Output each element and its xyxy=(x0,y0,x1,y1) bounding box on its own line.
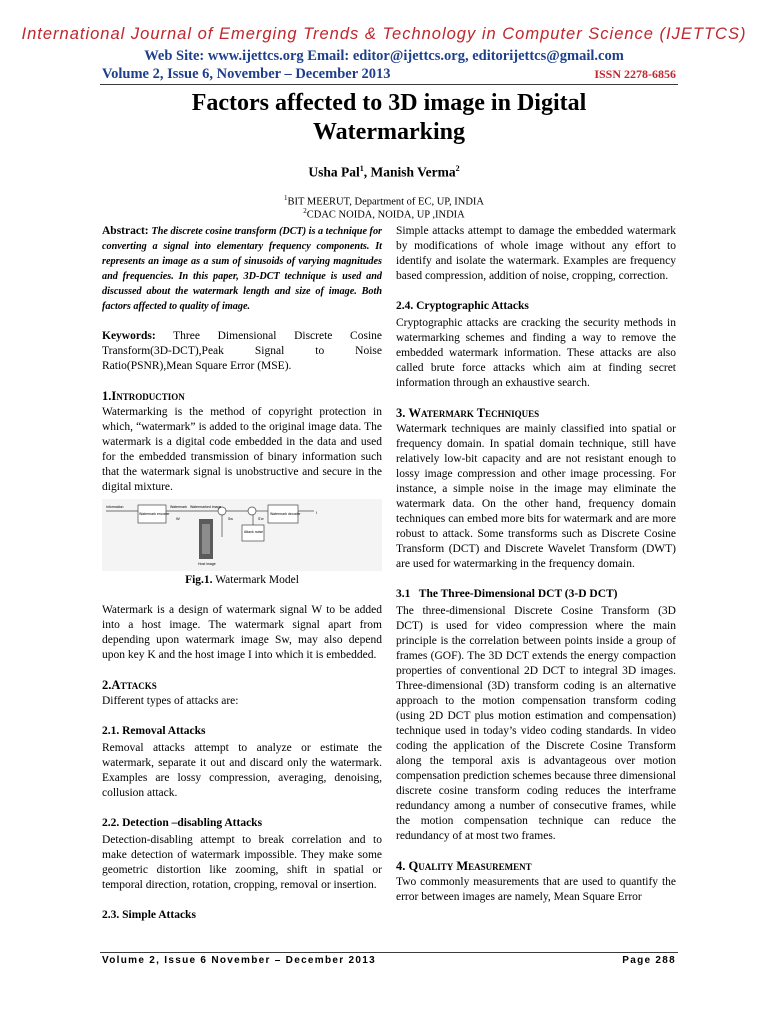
author-1: Usha Pal xyxy=(308,164,360,180)
adder-2 xyxy=(248,507,256,515)
volume-issue: Volume 2, Issue 6, November – December 2013 xyxy=(102,66,391,82)
footer xyxy=(102,955,676,966)
journal-title: International Journal of Emerging Trends & Technology in Computer Science (IJETTCS) xyxy=(21,25,747,43)
label-sw: Sw xyxy=(228,517,233,521)
section-number: 4. xyxy=(396,859,406,873)
journal-website-line: Web Site: www.ijettcs.org Email: editor@ijettcs.org, editorijettcs@gmail.com xyxy=(144,48,624,64)
attacks-intro: Different types of attacks are: xyxy=(102,695,239,707)
right-column xyxy=(396,224,676,905)
figure-watermark-model xyxy=(102,499,382,571)
subsection-heading-cryptographic: 2.4. Cryptographic Attacks xyxy=(396,300,529,312)
section-heading-quality-measurement xyxy=(396,859,676,874)
quality-measurement-paragraph: Two commonly measurements that are used to quantify the error between images are namely, Mean Square Error xyxy=(396,876,676,903)
paper-title-line-2: Watermarking xyxy=(313,119,465,145)
section-heading-attacks xyxy=(102,678,382,693)
watermark-model-diagram xyxy=(102,499,382,571)
section-title: Introduction xyxy=(111,389,185,403)
figure-caption-text: Watermark Model xyxy=(212,574,299,586)
detection-attacks-paragraph: Detection-disabling attempt to break correlation and to make detection of watermark impossible. They make some geometric distortion like zooming, shift in spatial or temporal direction, rotation, cropping, removal or insertion. xyxy=(102,834,382,891)
paper-title-line-1: Factors affected to 3D image in Digital xyxy=(191,90,587,116)
affiliation-2-sup: 2 xyxy=(303,207,307,215)
affiliation-1-sup: 1 xyxy=(284,194,288,202)
subsection-heading-removal: 2.1. Removal Attacks xyxy=(102,725,206,737)
affiliation-2-text: CDAC NOIDA, NOIDA, UP ,INDIA xyxy=(306,209,465,221)
footer-volume: Volume 2, Issue 6 November – December 2013 xyxy=(102,955,376,966)
footer-rule xyxy=(100,952,678,953)
paper-title xyxy=(100,89,678,147)
subsection-heading-3d-dct: 3.1 The Three-Dimensional DCT (3-D DCT) xyxy=(396,588,618,600)
author-separator: , xyxy=(363,164,371,180)
subsection-heading-detection: 2.2. Detection –disabling Attacks xyxy=(102,817,263,829)
section-number: 1. xyxy=(102,389,112,403)
section-title: Watermark Techniques xyxy=(408,406,540,420)
header-rule xyxy=(100,84,678,85)
abstract-text: The discrete cosine transform (DCT) is a technique for converting a signal into elementary frequency components. It represents an image as a sum of sinusoids of varying magnitudes and frequencies. In this paper, 3D-DCT technique is used and discussed about the watermark length and size of image. Both factors affected to quality of image. xyxy=(102,226,383,312)
figure-caption xyxy=(102,573,382,588)
subsection-heading-simple: 2.3. Simple Attacks xyxy=(102,909,196,921)
section-title: Quality Measurement xyxy=(408,859,532,873)
affiliation-2 xyxy=(0,207,768,221)
cryptographic-attacks-paragraph: Cryptographic attacks are cracking the security methods in watermarking schemes and finding a way to remove the embedded watermark information. These attacks are also called brute force attacks which aim at finding secret information through an exhaustive search. xyxy=(396,317,676,389)
3d-dct-paragraph: The three-dimensional Discrete Cosine Transform (3D DCT) is used for video compression where the main principle is the correlation between points inside a group of frames (GOF). The 3D DCT extends the energy compaction properties of conventional 2D DCT to integral 3D images. Three-dimensional (3D) transform coding is an alternative approach to the motion compensation transform coding (using 2D DCT plus motion estimation and compensation) technique used in today’s video coding standards. In video coding the application of the Discrete Cosine Transform along the temporal axis is advantageous over motion compensation prediction schemes because three dimensional discrete cosine transform coding reduces the interframe redundancy among a number of consecutive frames, while the motion compensation technique can reduce the redundancy of at most two frames. xyxy=(396,605,676,842)
section-heading-watermark-techniques xyxy=(396,406,676,421)
label-watermark: Watermark xyxy=(170,505,187,509)
watermark-design-paragraph: Watermark is a design of watermark signal W to be added into a host image. The watermark signal apart from depending upon watermark image Sw, may also depend upon key K and the host image I into which it is embedded. xyxy=(102,604,382,661)
section-heading-introduction xyxy=(102,389,382,404)
label-i: I xyxy=(316,510,318,515)
label-encoder: Watermark encoder xyxy=(139,512,170,516)
volume-line xyxy=(102,66,676,83)
keywords-label: Keywords: xyxy=(102,330,156,342)
removal-attacks-paragraph: Removal attacks attempt to analyze or estimate the watermark, separate it out and discard only the watermark. Examples are lossy compression, averaging, denoising, collusion attack. xyxy=(102,742,382,799)
section-title: Attacks xyxy=(111,678,157,692)
label-w: W xyxy=(176,516,180,521)
watermark-techniques-paragraph: Watermark techniques are mainly classified into spatial or frequency domain. In spatial domain technique, still have relatively low-bit capacity and are not resistant enough to lossy image compression and other image processing. For instance, a simple noise in the image may eliminate the watermark data. On the other hand, frequency domain techniques can embed more bits for watermark and are more robust to attack. Some transforms such as Discrete Cosine Transform (DCT) and Discrete Wavelet Transform (DWT) are used for watermarking in the frequency domain. xyxy=(396,423,676,570)
figure-label: Fig.1. xyxy=(185,574,213,586)
label-decoder: Watermark decoder xyxy=(270,512,301,516)
affiliation-1-text: BIT MEERUT, Department of EC, UP, INDIA xyxy=(287,196,484,208)
author-1-sup: 1 xyxy=(359,164,364,173)
abstract-label: Abstract: xyxy=(102,225,149,237)
left-column xyxy=(102,224,382,925)
label-watermarked-image: Watermarked image xyxy=(190,505,222,509)
simple-attacks-paragraph: Simple attacks attempt to damage the embedded watermark by modifications of whole image without any effort to identify and isolate the watermark. Examples are frequency based compression, addition of noise, cropping, correction. xyxy=(396,225,676,282)
keywords-text: Three Dimensional Discrete Cosine Transform(3D-DCT),Peak Signal to Noise Ratio(PSNR),Mean Square Error (MSE). xyxy=(102,330,382,372)
author-2-sup: 2 xyxy=(455,164,460,173)
section-number: 2. xyxy=(102,678,112,692)
issn: ISSN 2278-6856 xyxy=(594,67,676,81)
author-2: Manish Verma xyxy=(370,164,456,180)
introduction-paragraph: Watermarking is the method of copyright protection in which, “watermark” is added to the original image data. The watermark is a digital code embedded in the data and used for the embedded transmission of binary information such that the watermark signal is unobstructive and secure in the digital mixture. xyxy=(102,406,382,493)
authors xyxy=(0,164,768,181)
abstract xyxy=(102,224,382,314)
label-information: Information xyxy=(106,505,124,509)
label-sw-prime: S'w xyxy=(258,517,264,521)
label-host-image: Host image xyxy=(198,562,216,566)
label-attack-noise: Attack noise xyxy=(244,530,264,534)
affiliation-1 xyxy=(0,194,768,208)
page-number: Page 288 xyxy=(622,955,676,966)
keywords xyxy=(102,329,382,374)
section-number: 3. xyxy=(396,406,406,420)
